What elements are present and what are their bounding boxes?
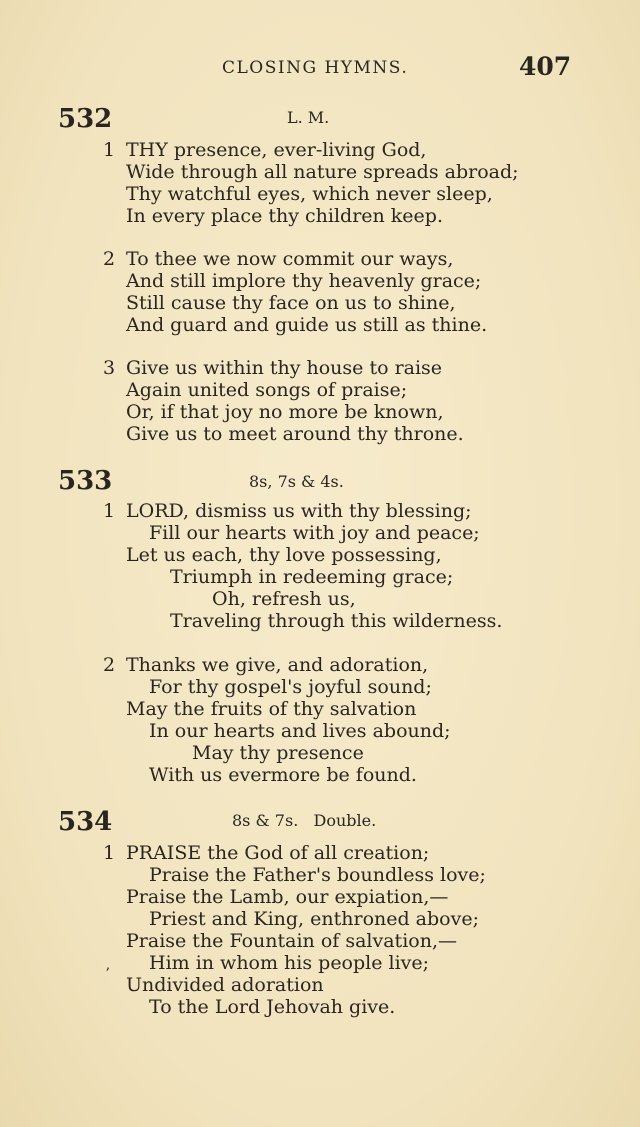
hymn-line: Oh, refresh us, [212,588,356,610]
hymn-line: Triumph in redeeming grace; [170,566,454,588]
hymn-line: In our hearts and lives abound; [149,720,451,742]
hymn-line: Praise the Fountain of salvation,— [126,930,457,952]
hymn-line: And guard and guide us still as thine. [126,314,488,336]
hymn-line: Thy watchful eyes, which never sleep, [126,183,493,205]
hymn-number-532: 532 [58,104,113,134]
hymn-line: Again united songs of praise; [126,379,408,401]
verse-number: 2 [103,248,116,270]
hymn-line: For thy gospel's joyful sound; [149,676,432,698]
hymn-line: Undivided adoration [126,974,324,996]
hymn-number-533: 533 [58,466,113,496]
hymn-line: Wide through all nature spreads abroad; [126,161,519,183]
hymn-line: To the Lord Jehovah give. [149,996,396,1018]
ink-speck: ʼ [105,966,110,982]
hymn-line: Priest and King, enthroned above; [149,908,479,930]
verse-number: 2 [103,654,116,676]
hymn-line: Still cause thy face on us to shine, [126,292,456,314]
hymn-meter-533: 8s, 7s & 4s. [249,472,344,491]
hymn-line: Give us within thy house to raise [126,357,443,379]
hymn-line: May thy presence [192,742,364,764]
verse-number: 1 [103,842,116,864]
hymn-line: In every place thy children keep. [126,205,443,227]
hymn-line: THY presence, ever-living God, [126,139,427,161]
verse-number: 1 [103,139,116,161]
hymn-line: To thee we now commit our ways, [126,248,454,270]
hymn-line: Thanks we give, and adoration, [126,654,429,676]
hymn-meter-534: 8s & 7s. Double. [232,811,377,830]
hymn-line: Praise the Lamb, our expiation,— [126,886,449,908]
hymn-line: PRAISE the God of all creation; [126,842,430,864]
hymn-line: Give us to meet around thy throne. [126,423,464,445]
hymn-line: May the fruits of thy salvation [126,698,417,720]
verse-number: 1 [103,500,116,522]
hymn-meter-532: L. M. [287,108,330,127]
hymn-line: Fill our hearts with joy and peace; [149,522,480,544]
running-title: CLOSING HYMNS. [222,58,409,78]
hymn-line: Traveling through this wilderness. [170,610,503,632]
hymn-line: With us evermore be found. [149,764,417,786]
hymn-line: LORD, dismiss us with thy blessing; [126,500,472,522]
hymn-line: Praise the Father's boundless love; [149,864,486,886]
hymn-line: And still implore thy heavenly grace; [126,270,482,292]
hymn-line: Let us each, thy love possessing, [126,544,442,566]
hymn-line: Him in whom his people live; [149,952,430,974]
hymn-line: Or, if that joy no more be known, [126,401,444,423]
verse-number: 3 [103,357,116,379]
hymn-number-534: 534 [58,807,113,837]
page-number: 407 [519,52,572,81]
